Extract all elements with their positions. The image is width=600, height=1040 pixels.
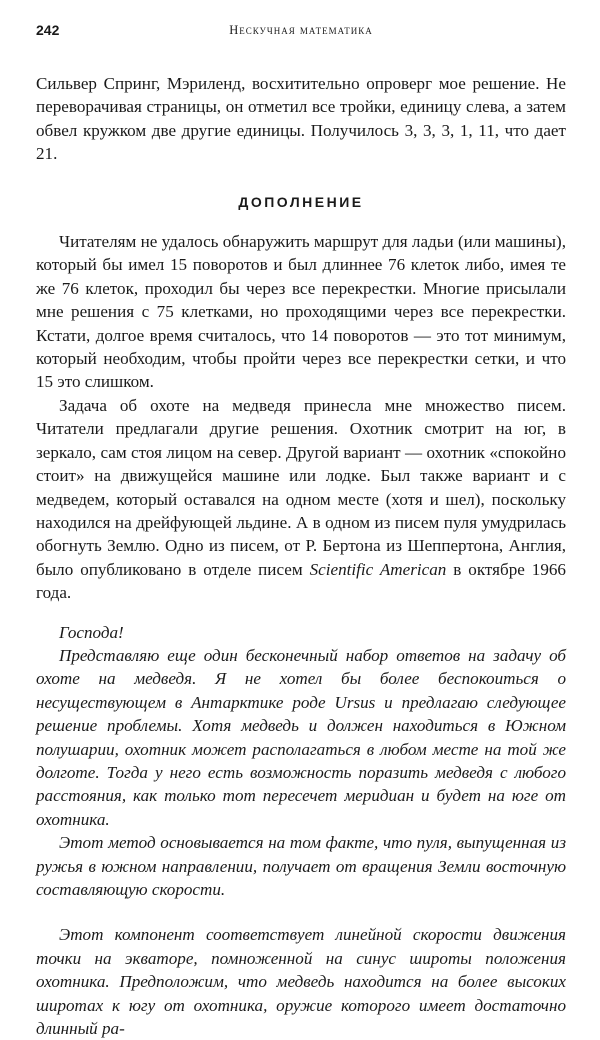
body-paragraph: Сильвер Спринг, Мэриленд, восхитительно опроверг мое решение. Не переворачивая страницы, он отметил все тройки, единицу слева, а затем обвел кружком две другие единицы. Получилось 3, 3, 3, 1, 11, что дает 21. bbox=[36, 74, 566, 164]
journal-title: Scientific American bbox=[309, 559, 447, 579]
bear-paragraph-text: Задача об охоте на медведя принесла мне множество писем. Читатели предлагали другие решения. Охотник смотрит на юг, в зеркало, сам стоя лицом на север. Другой вариант — охотник «спокойно стоит» на движущейся машине или лодке. Был также вариант и с медведем, который оставался на одном месте (хотя и шел), поскольку находился на дрейфующей льдине. А в одном из писем пуля умудрилась обогнуть Землю. Одно из писем, от Р. Бертона из Шеппертона, Англия, было опубликовано в отделе писем bbox=[36, 395, 566, 579]
section-heading: ДОПОЛНЕНИЕ bbox=[238, 193, 364, 210]
quoted-letter bbox=[36, 621, 566, 1040]
bear-paragraph bbox=[36, 394, 566, 605]
letter-continuation: Этот компонент соответствует линейной скорости движения точки на экваторе, помноженной на синус широты положения охотника. Предположим, что медведь находится на более высоких широтах к югу от охотника, оружие которого имеет достаточно длинный ра- bbox=[36, 925, 566, 1039]
letter-paragraph: Этот метод основывается на том факте, что пуля, выпущенная из ружья в южном направлении, получает от вращения Земли восточную составляющую скорости. bbox=[36, 833, 566, 899]
page-header bbox=[36, 22, 566, 42]
letter-paragraph: Представляю еще один бесконечный набор ответов на задачу об охоте на медведя. Я не хотел бы более беспокоиться о несуществующем в Антарктике роде Ursus и предлагаю следующее решение проблемы. Хотя медведь и должен находиться в Южном полушарии, охотник может располагаться в любом месте на той же долготе. Тогда у него есть возможность поразить медведя с любого расстояния, как только тот пересечет меридиан и будет на юге от охотника. bbox=[36, 645, 566, 829]
letter-salutation: Господа! bbox=[59, 622, 124, 642]
page-body bbox=[36, 72, 566, 1040]
bear-paragraph-tail: в октябре 1966 года. bbox=[36, 559, 566, 603]
body-paragraph: Читателям не удалось обнаружить маршрут для ладьи (или машины), который бы имел 15 поворотов и был длиннее 76 клеток либо, имея те же 76 клеток, проходил бы через все перекрестки. Многие присылали мне решения с 75 клетками, но проходящими через все перекрестки. Кстати, долгое время считалось, что 14 поворотов — это тот минимум, который необходим, чтобы пройти через все перекрестки сетки, и что 15 это слишком. bbox=[36, 232, 566, 392]
page-number: 242 bbox=[36, 22, 60, 38]
running-title: Нескучная математика bbox=[229, 23, 373, 37]
